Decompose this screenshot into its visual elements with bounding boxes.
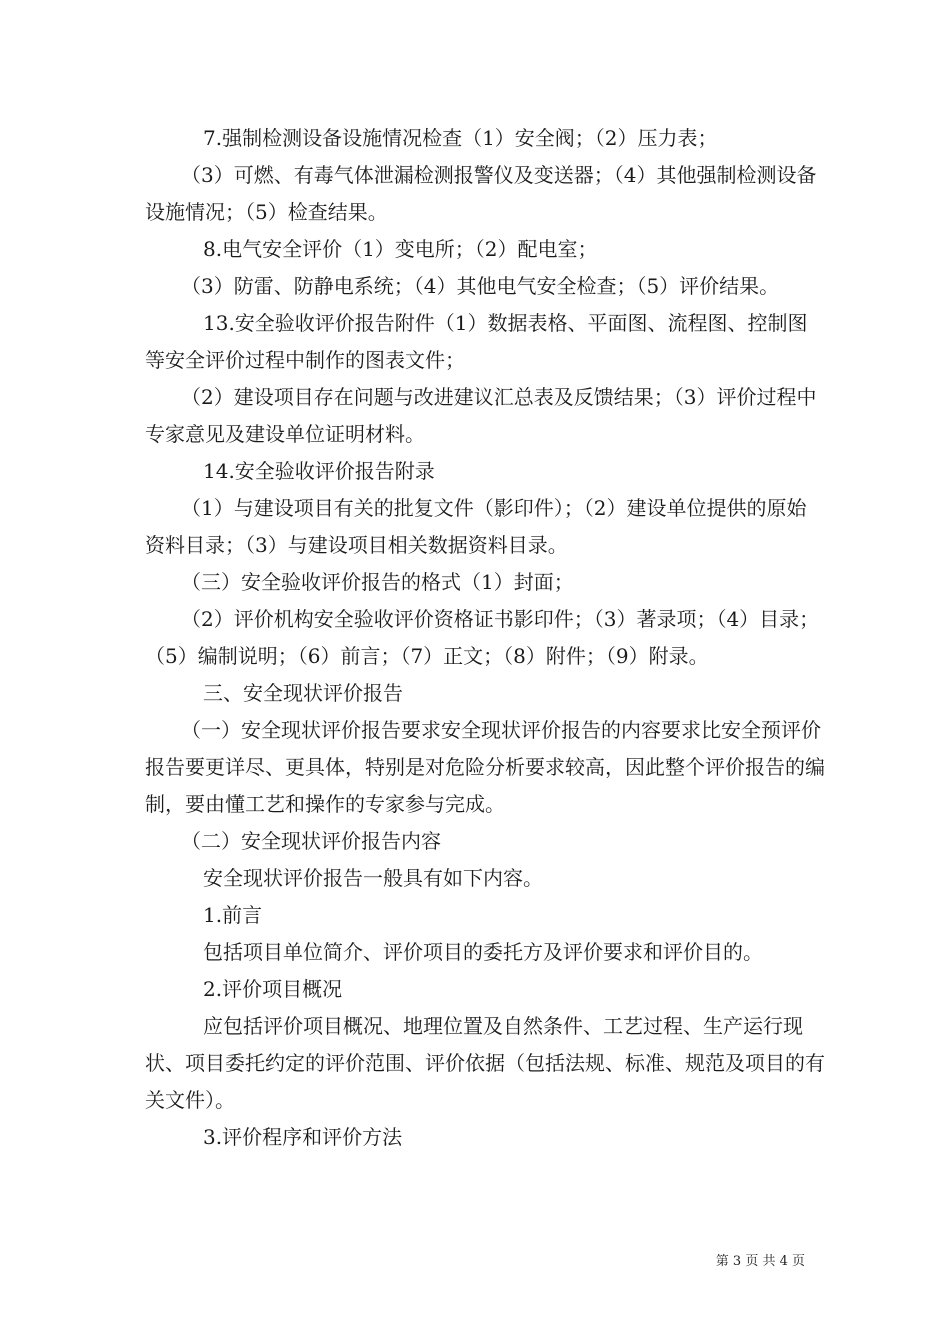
item-heading: 3.评价程序和评价方法 [203,1125,403,1149]
subsection-heading: （二）安全现状评价报告内容 [181,829,441,853]
paragraph: 13.安全验收评价报告附件（1）数据表格、平面图、流程图、控制图等安全评价过程中制作的图表文件； [145,311,808,372]
section-heading: 三、安全现状评价报告 [203,681,403,705]
paragraph: 应包括评价项目概况、地理位置及自然条件、工艺过程、生产运行现状、项目委托约定的评价范围、评价依据（包括法规、标准、规范及项目的有关文件）。 [145,1014,825,1112]
page-number: 第 3 页 共 4 页 [715,1254,805,1269]
paragraph: 8.电气安全评价（1）变电所；（2）配电室； [203,237,598,261]
paragraph: 安全现状评价报告一般具有如下内容。 [203,866,543,890]
paragraph: （一）安全现状评价报告要求安全现状评价报告的内容要求比安全预评价报告要更详尽、更具体，特别是对危险分析要求较高，因此整个评价报告的编制，要由懂工艺和操作的专家参与完成。 [145,718,825,816]
paragraph: （2）评价机构安全验收评价资格证书影印件；（3）著录项；（4）目录；（5）编制说明；（6）前言；（7）正文；（8）附件；（9）附录。 [145,607,820,668]
item-heading: 1.前言 [203,903,263,927]
paragraph: 14.安全验收评价报告附录 [203,459,435,483]
paragraph: 7.强制检测设备设施情况检查（1）安全阀；（2）压力表； [203,126,718,150]
paragraph: （3）可燃、有毒气体泄漏检测报警仪及变送器；（4）其他强制检测设备设施情况；（5）检查结果。 [145,163,817,224]
item-heading: 2.评价项目概况 [203,977,343,1001]
document-body [145,120,825,1156]
paragraph: 包括项目单位简介、评价项目的委托方及评价要求和评价目的。 [203,940,763,964]
paragraph: （三）安全验收评价报告的格式（1）封面； [181,570,574,594]
paragraph: （3）防雷、防静电系统；（4）其他电气安全检查；（5）评价结果。 [181,274,780,298]
paragraph: （2）建设项目存在问题与改进建议汇总表及反馈结果；（3）评价过程中专家意见及建设单位证明材料。 [145,385,817,446]
paragraph: （1）与建设项目有关的批复文件（影印件）；（2）建设单位提供的原始资料目录；（3）与建设项目相关数据资料目录。 [145,496,807,557]
